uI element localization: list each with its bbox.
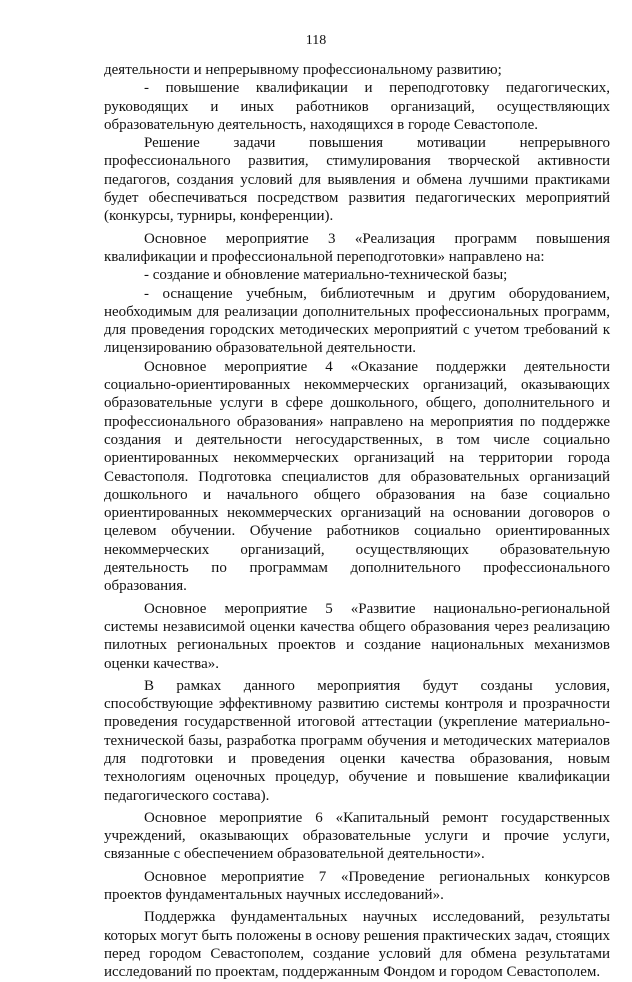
paragraph: Основное мероприятие 3 «Реализация программ повышения квалификации и профессиональной переподготовки» направлено на:	[104, 230, 610, 265]
document-body	[104, 61, 610, 982]
paragraph: - создание и обновление материально-технической базы;	[144, 267, 508, 284]
paragraph: Поддержка фундаментальных научных исследований, результаты которых могут быть положены в основу решения практических задач, стоящих перед городом Севастополем, создание условий для обмена результатами исследований по проектам, поддержанным Фондом и городом Севастополем.	[104, 909, 610, 981]
paragraph: Основное мероприятие 6 «Капитальный ремонт государственных учреждений, оказывающих образовательные услуги и прочие услуги, связанные с обеспечением образовательной деятельности».	[104, 809, 610, 863]
paragraph: - оснащение учебным, библиотечным и другим оборудованием, необходимым для реализации дополнительных профессиональных программ, для проведения городских методических мероприятий с учетом требований к лицензированию образовательной деятельности.	[104, 285, 610, 357]
page-number: 118	[305, 33, 327, 48]
paragraph: Основное мероприятие 5 «Развитие национально-региональной системы независимой оценки качества общего образования через реализацию пилотных региональных проектов и создание национальных механизмов оценки качества».	[104, 600, 610, 672]
paragraph: - повышение квалификации и переподготовку педагогических, руководящих и иных работников организаций, осуществляющих образовательную деятельность, находящихся в городе Севастополе.	[104, 80, 610, 133]
paragraph: деятельности и непрерывному профессиональному развитию;	[104, 62, 502, 78]
paragraph: Основное мероприятие 7 «Проведение региональных конкурсов проектов фундаментальных научных исследований».	[104, 868, 610, 904]
paragraph: В рамках данного мероприятия будут созданы условия, способствующие эффективному развитию системы контроля и прозрачности проведения государственной итоговой аттестации (укрепление материально-технической базы, разработка программ обучения и методических материалов для подготовки и проведения оценки качества образования, новым технологиям оценочных процедур, обучение и повышение квалификации педагогического состава).	[104, 677, 610, 804]
paragraph: Решение задачи повышения мотивации непрерывного профессионального развития, стимулирования творческой активности педагогов, создания условий для выявления и обмена лучшими практиками будет обеспечиваться посредством развития педагогических мероприятий (конкурсы, турниры, конференции).	[104, 135, 610, 225]
paragraph: Основное мероприятие 4 «Оказание поддержки деятельности социально-ориентированных некоммерческих организаций, оказывающих образовательные услуги в сфере дошкольного, общего, дополнительного и профессионального образования» направлено на мероприятия по поддержке создания и деятельности негосударственных, в том числе социально ориентированных некоммерческих организаций на территории города Севастополя. Подготовка специалистов для образовательных организаций дошкольного и начального общего образования на базе социально ориентированных некоммерческих организаций на основании договоров о целевом обучении. Обучение работников социально ориентированных некоммерческих организаций, осуществляющих образовательную деятельность по программам дополнительного профессионального образования.	[104, 358, 610, 595]
